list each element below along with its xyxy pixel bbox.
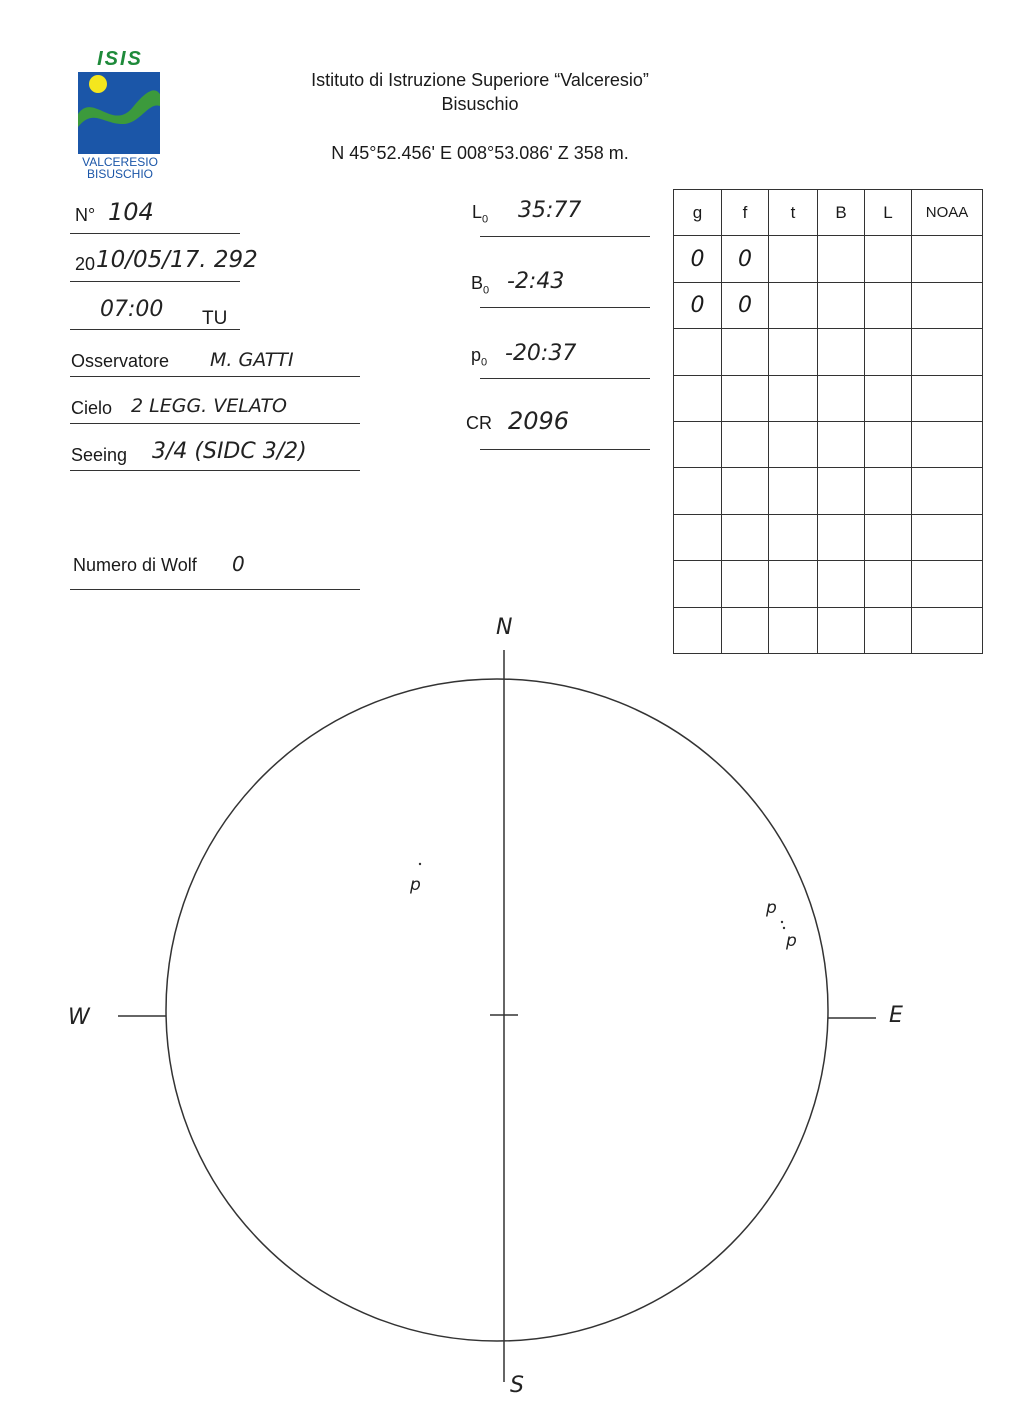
north-label: N bbox=[496, 615, 513, 640]
number-value: 104 bbox=[108, 198, 154, 226]
date-value: 10/05/17. 292 bbox=[96, 247, 258, 273]
solar-disk-circle bbox=[166, 679, 828, 1341]
spot-mark: p bbox=[766, 898, 777, 918]
p0-value: -20:37 bbox=[505, 341, 577, 366]
table-cell: 0 bbox=[722, 282, 769, 328]
spot-mark: p bbox=[786, 931, 797, 951]
b0-value: -2:43 bbox=[507, 269, 565, 294]
header-g: g bbox=[674, 190, 722, 236]
logo-caption-line2: BISUSCHIO bbox=[86, 167, 153, 181]
number-label: N° bbox=[75, 205, 96, 225]
l0-subscript: 0 bbox=[482, 213, 489, 226]
observatory-coordinates: N 45°52.456' E 008°53.086' Z 358 m. bbox=[331, 143, 629, 163]
east-label: E bbox=[889, 1003, 903, 1028]
cr-label: CR bbox=[466, 413, 492, 433]
l0-value: 35:77 bbox=[518, 198, 582, 223]
table-cell: 0 bbox=[722, 236, 769, 282]
seeing-value: 3/4 (SIDC 3/2) bbox=[152, 439, 307, 464]
cr-value: 2096 bbox=[508, 407, 570, 435]
time-unit: TU bbox=[202, 308, 228, 329]
header-f: f bbox=[722, 190, 769, 236]
west-label: W bbox=[68, 1005, 90, 1030]
observer-value: M. GATTI bbox=[210, 349, 294, 371]
wolf-label: Numero di Wolf bbox=[73, 555, 197, 575]
header-t: t bbox=[769, 190, 818, 236]
seeing-label: Seeing bbox=[71, 445, 128, 465]
logo-caption-line1: VALCERESIO bbox=[82, 155, 158, 169]
header-noaa: NOAA bbox=[912, 190, 983, 236]
south-label: S bbox=[510, 1373, 524, 1398]
sky-value: 2 LEGG. VELATO bbox=[131, 395, 288, 417]
spot-mark: p bbox=[410, 875, 421, 895]
header-b: B bbox=[818, 190, 865, 236]
wolf-value: 0 bbox=[232, 552, 245, 576]
b0-letter: B bbox=[471, 273, 484, 293]
time-value: 07:00 bbox=[100, 297, 164, 322]
spot-dot bbox=[781, 921, 783, 923]
logo-wordmark: ISIS bbox=[97, 48, 143, 70]
table-cell: 0 bbox=[674, 236, 722, 282]
p0-letter: p bbox=[471, 345, 482, 365]
observer-label: Osservatore bbox=[71, 351, 170, 371]
b0-subscript: 0 bbox=[483, 284, 490, 297]
p0-subscript: 0 bbox=[481, 356, 488, 369]
spot-dot bbox=[783, 927, 785, 929]
date-prefix: 20 bbox=[75, 254, 96, 274]
header-l: L bbox=[865, 190, 912, 236]
l0-letter: L bbox=[472, 202, 483, 222]
table-cell: 0 bbox=[674, 282, 722, 328]
institute-name: Istituto di Istruzione Superiore “Valceresio” bbox=[311, 70, 649, 90]
spot-dot bbox=[419, 863, 421, 865]
institute-town: Bisuschio bbox=[441, 94, 519, 114]
sky-label: Cielo bbox=[71, 398, 113, 418]
